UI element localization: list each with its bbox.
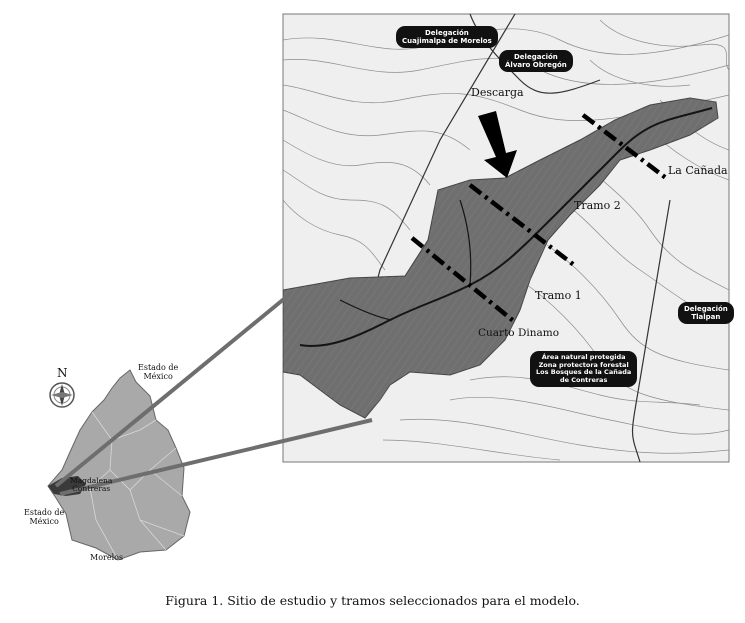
badge-tlalpan: Delegación Tlalpan (678, 302, 734, 324)
label-estado-mexico-top: Estado de México (138, 363, 179, 381)
compass-icon (50, 383, 74, 407)
north-label: N (57, 366, 68, 380)
label-cuarto-dinamo: Cuarto Dinamo (478, 327, 560, 339)
label-tramo1: Tramo 1 (535, 289, 582, 302)
figure-caption: Figura 1. Sitio de estudio y tramos seleccionados para el modelo. (165, 593, 580, 608)
badge-area-protegida: Área natural protegida Zona protectora forestal Los Bosques de la Cañada de Contreras (530, 351, 637, 387)
label-morelos: Morelos (90, 553, 124, 562)
label-tramo2: Tramo 2 (574, 199, 621, 212)
badge-cuajimalpa: Delegación Cuajimalpa de Morelos (396, 26, 498, 48)
label-descarga: Descarga (471, 86, 524, 99)
label-la-canada: La Cañada (668, 164, 728, 177)
label-magdalena-contreras: Magdalena Contreras (70, 476, 113, 493)
badge-alvaro-obregon: Delegación Álvaro Obregón (499, 50, 573, 72)
label-estado-mexico-left: Estado de México (24, 508, 65, 526)
